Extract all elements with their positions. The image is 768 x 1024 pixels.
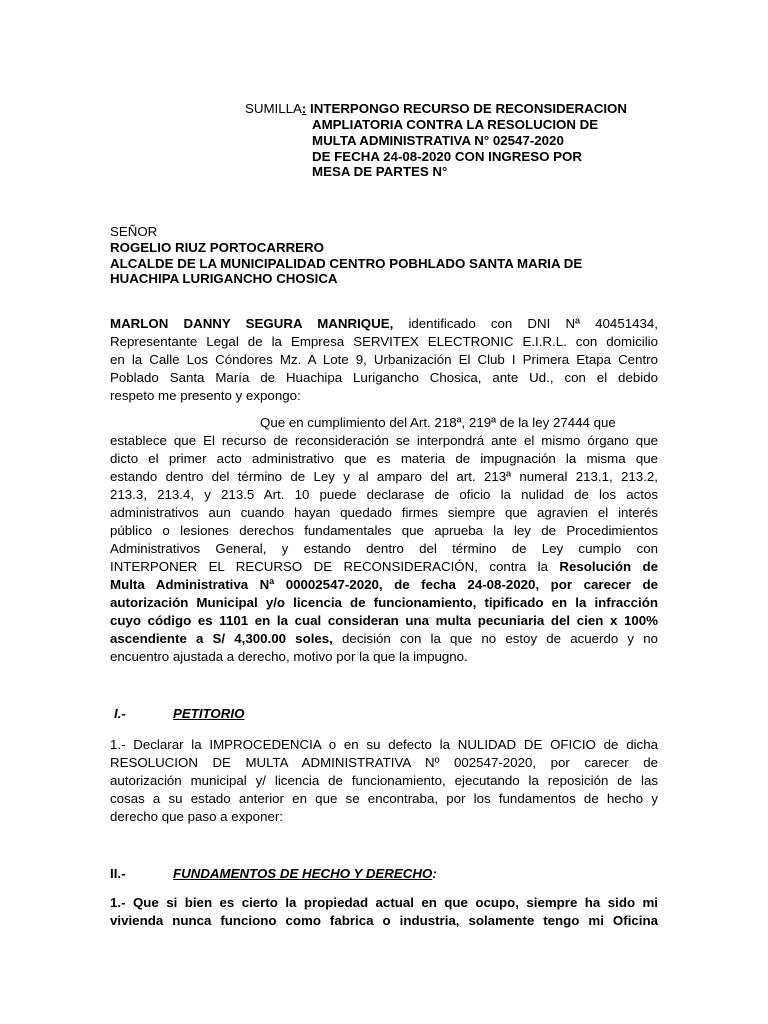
sumilla-line-1 [245, 101, 627, 117]
sumilla-text-4: DE FECHA 24-08-2020 CON INGRESO POR [312, 149, 582, 164]
sumilla-colon: : [301, 101, 307, 116]
body-line-4: estando dentro del término de Ley y al amparo del art. 213ª numeral 213.1, 213.2, [110, 469, 658, 484]
addressee-office-1: ALCALDE DE LA MUNICIPALIDAD CENTRO POBHLADO SANTA MARIA DE [110, 256, 583, 271]
petitioner-dni: identificado con DNI Nª 40451434, [393, 316, 658, 331]
section-2-line-2: vivienda nunca funciono como fabrica o industria, solamente tengo mi Oficina [110, 913, 658, 928]
body-line-7: público o lesiones derechos fundamentales que aprueba la ley de Procedimientos [110, 523, 658, 538]
petitioner-name: MARLON DANNY SEGURA MANRIQUE, [110, 316, 394, 331]
body-line-13-bold: ascendiente a S/ 4,300.00 soles, [110, 631, 333, 646]
intro-line-2: Representante Legal de la Empresa SERVITEX ELECTRONIC E.I.R.L. con domicilio [110, 334, 658, 349]
body-line-1: Que en cumplimiento del Art. 218ª, 219ª de la ley 27444 que [260, 415, 616, 430]
body-line-5: 213.3, 213.4, y 213.5 Art. 10 puede declarase de oficio la nulidad de los actos [110, 487, 658, 502]
section-1-title: PETITORIO [173, 706, 245, 721]
section-2-heading [173, 865, 437, 884]
intro-line-5: respeto me presento y expongo: [110, 388, 301, 403]
body-line-13 [110, 630, 658, 649]
body-line-3: dicto el primer acto administrativo que es materia de impugnación la misma que [110, 451, 658, 466]
sumilla-text-2: AMPLIATORIA CONTRA LA RESOLUCION DE [312, 117, 599, 132]
section-2-title-colon: : [432, 866, 437, 881]
body-line-14: encuentro ajustada a derecho, motivo por la que la impugno. [110, 649, 468, 664]
section-1-line-2: RESOLUCION DE MULTA ADMINISTRATIVA Nº 002547-2020, por carecer de [110, 755, 658, 770]
body-line-9 [110, 558, 658, 577]
body-line-9-normal: INTERPONER EL RECURSO DE RECONSIDERACIÓN, contra la [110, 559, 560, 574]
section-2-line-1: 1.- Que si bien es cierto la propiedad actual en que ocupo, siempre ha sido mi [110, 895, 658, 910]
body-line-13-normal: decisión con la que no estoy de acuerdo y no [332, 631, 658, 646]
body-line-12: cuyo código es 1101 en la cual consideran una multa pecuniaria del cien x 100% [110, 613, 658, 628]
body-line-9-bold: Resolución de [559, 559, 658, 574]
section-1-line-1: 1.- Declarar la IMPROCEDENCIA o en su defecto la NULIDAD DE OFICIO de dicha [110, 737, 658, 752]
sumilla-text-1: INTERPONGO RECURSO DE RECONSIDERACION [306, 101, 627, 116]
body-line-8: Administrativos General, y estando dentro del término de Ley cumplo con [110, 541, 658, 556]
section-1-line-4: cosas a su estado anterior en que se encontraba, por los fundamentos de hecho y [110, 791, 658, 806]
addressee-office-2: HUACHIPA LURIGANCHO CHOSICA [110, 271, 338, 286]
salutation: SEÑOR [110, 224, 158, 239]
addressee-name: ROGELIO RIUZ PORTOCARRERO [110, 240, 324, 255]
section-1-line-3: autorización municipal y/ licencia de funcionamiento, ejecutando la reposición de las [110, 773, 658, 788]
body-line-11: autorización Municipal y/o licencia de funcionamiento, tipificado en la infracción [110, 595, 658, 610]
sumilla-text-5: MESA DE PARTES N° [312, 164, 448, 179]
intro-line-4: Poblado Santa María de Huachipa Lurigancho Chosica, ante Ud., con el debido [110, 370, 658, 385]
body-line-6: administrativos aun cuando hayan quedado firmes siempre que agravien el interés [110, 505, 658, 520]
body-line-2: establece que El recurso de reconsideración se interpondrá ante el mismo órgano que [110, 433, 658, 448]
section-2-number: II.- [110, 866, 126, 881]
section-1-line-5: derecho que paso a exponer: [110, 809, 283, 824]
sumilla-text-3: MULTA ADMINISTRATIVA N° 02547-2020 [312, 133, 564, 148]
intro-line-3: en la Calle Los Cóndores Mz. A Lote 9, Urbanización El Club I Primera Etapa Centro [110, 352, 658, 367]
sumilla-label: SUMILLA [245, 101, 302, 116]
section-2-title: FUNDAMENTOS DE HECHO Y DERECHO [173, 866, 433, 881]
section-1-number: I.- [114, 706, 126, 721]
body-line-10: Multa Administrativa Nª 00002547-2020, de fecha 24-08-2020, por carecer de [110, 577, 658, 592]
intro-line-1 [110, 315, 658, 334]
